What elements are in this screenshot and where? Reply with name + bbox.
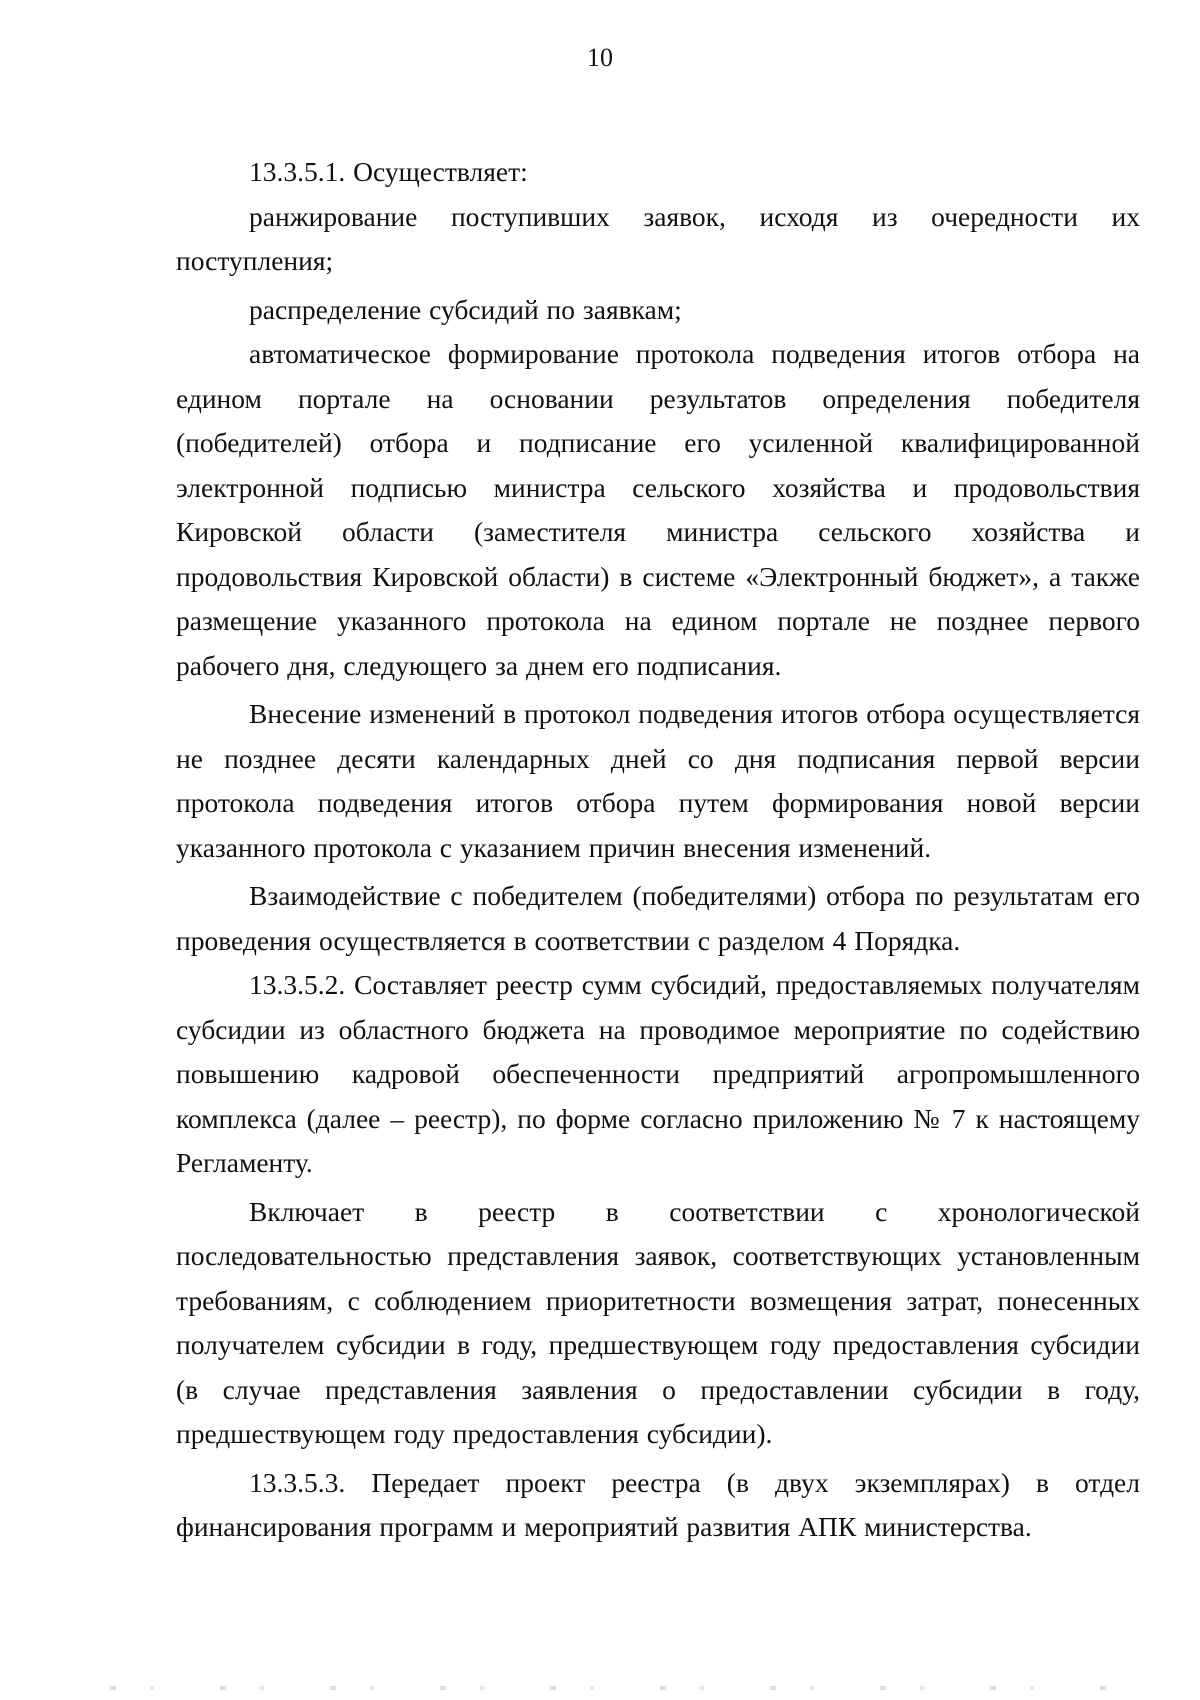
paragraph-protocol-changes: Внесение изменений в протокол подведения итогов отбора осуществляется не позднее десяти календарных дней со дня подписания первой версии протокола подведения итогов отбора путем формирования новой версии указанного протокола с указанием причин внесения изменений.: [176, 698, 1140, 863]
paragraph-13-3-5-2: 13.3.5.2. Составляет реестр сумм субсидий, предоставляемых получателям субсидии из областного бюджета на проводимое мероприятие по содействию повышению кадровой обеспеченности предприятий агропромышленного комплекса (далее – реестр), по форме согласно приложению № 7 к настоящему Регламенту.: [176, 969, 1140, 1178]
paragraph-interaction: Взаимодействие с победителем (победителями) отбора по результатам его проведения осуществляется в соответствии с разделом 4 Порядка.: [176, 880, 1140, 956]
paragraph-register-inclusion: Включает в реестр в соответствии с хронологической последовательностью представления заявок, соответствующих установленным требованиям, с соблюдением приоритетности возмещения затрат, понесенных получателем субсидии в году, предшествующем году предоставления субсидии (в случае представления заявления о предоставлении субсидии в году, предшествующем году предоставления субсидии).: [176, 1195, 1140, 1449]
paragraph-13-3-5-1-heading: 13.3.5.1. Осуществляет:: [249, 156, 528, 187]
paragraph-ranking: ранжирование поступивших заявок, исходя из очередности их поступления;: [176, 200, 1140, 276]
paragraph-distribution: распределение субсидий по заявкам;: [249, 293, 682, 325]
paragraph-13-3-5-3: 13.3.5.3. Передает проект реестра (в двух экземплярах) в отдел финансирования программ и мероприятий развития АПК министерства.: [176, 1466, 1140, 1542]
document-body: [176, 150, 1140, 1550]
paragraph-protocol-formation: автоматическое формирование протокола подведения итогов отбора на едином портале на основании результатов определения победителя (победителей) отбора и подписание его усиленной квалифицированной электронной подписью министра сельского хозяйства и продовольствия Кировской области (заместителя министра сельского хозяйства и продовольствия Кировской области) в системе «Электронный бюджет», а также размещение указанного протокола на едином портале не позднее первого рабочего дня, следующего за днем его подписания.: [176, 338, 1140, 681]
scan-edge-artifact: [110, 1686, 1110, 1690]
page-number: 10: [587, 43, 613, 72]
